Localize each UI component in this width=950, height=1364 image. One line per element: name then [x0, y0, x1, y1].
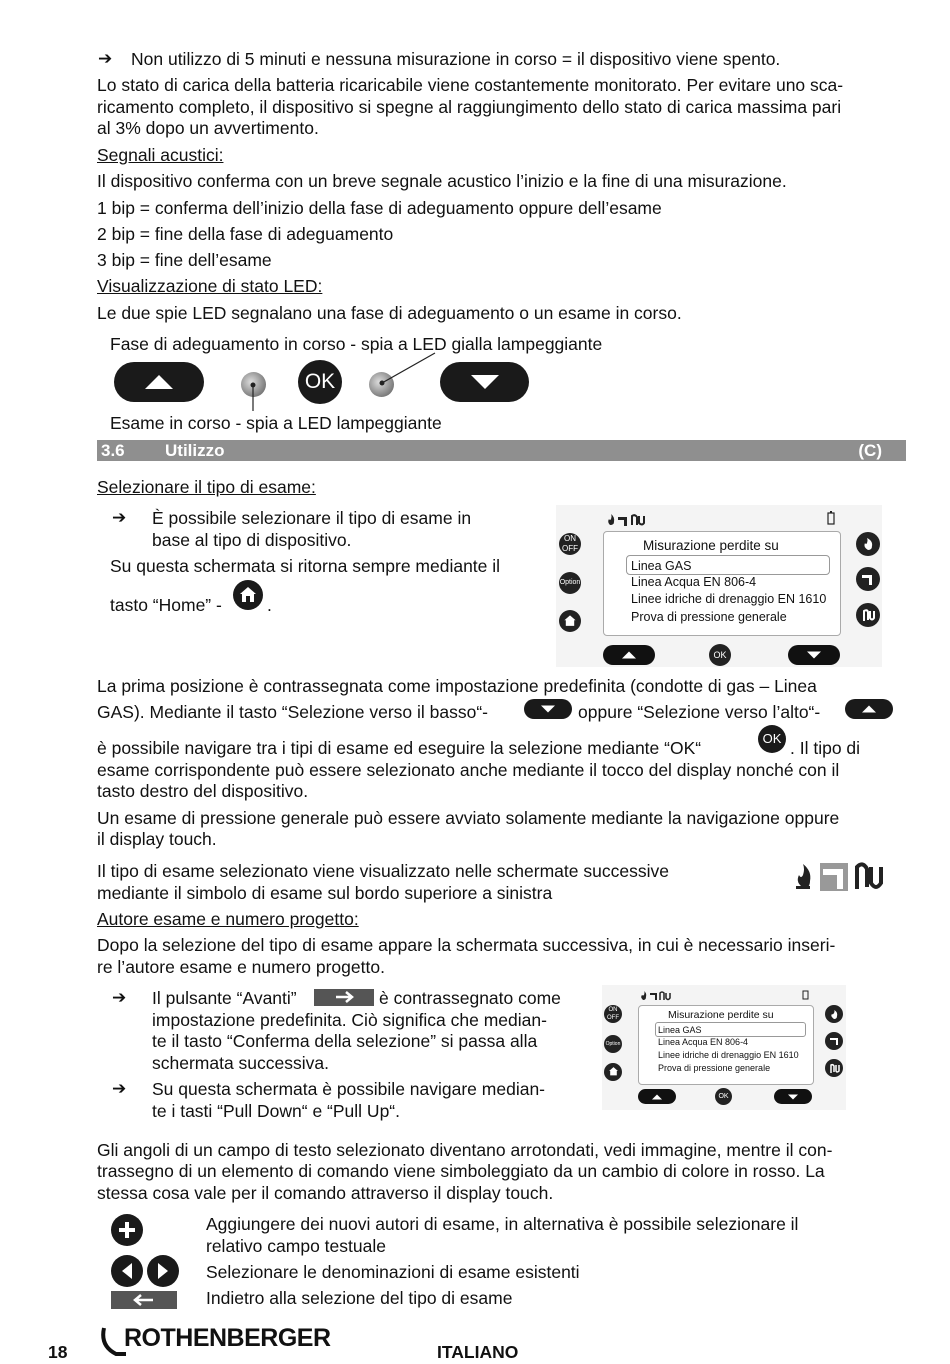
legend-text: Aggiungere dei nuovi autori di esame, in alternativa è possibile selezionare il — [206, 1214, 799, 1234]
paragraph: oppure “Selezione verso l’alto“- — [578, 702, 821, 722]
arrow-right-icon: ➔ — [112, 1079, 127, 1098]
gas-button[interactable] — [856, 532, 880, 556]
avanti-button-illustration — [314, 989, 374, 1006]
list-item[interactable]: Linea Acqua EN 806-4 — [658, 1037, 749, 1047]
paragraph: Dopo la selezione del tipo di esame appare la schermata successiva, in cui è necessario inseri- — [97, 935, 836, 955]
bullet-text: base al tipo di dispositivo. — [152, 530, 352, 550]
chevron-left-icon — [111, 1255, 143, 1287]
option-button[interactable]: Option — [604, 1035, 622, 1053]
back-button-illustration — [111, 1291, 177, 1309]
drain-button[interactable] — [825, 1059, 843, 1077]
plus-icon — [111, 1214, 143, 1246]
list-item[interactable]: Linea GAS — [658, 1025, 702, 1035]
list-item: 3 bip = fine dell’esame — [97, 250, 272, 270]
home-button[interactable] — [559, 610, 581, 632]
paragraph: Su questa schermata si ritorna sempre mediante il — [110, 556, 501, 576]
paragraph: tasto destro del dispositivo. — [97, 781, 309, 801]
led-caption: Esame in corso - spia a LED lampeggiante — [110, 413, 442, 433]
ok-icon: OK — [758, 725, 786, 753]
list-item[interactable]: Linea GAS — [631, 559, 692, 573]
arrow-left-icon — [111, 1291, 177, 1309]
arrow-up-icon — [145, 375, 173, 389]
bullet-text: te i tasti “Pull Down“ e “Pull Up“. — [152, 1101, 400, 1121]
test-type-symbol-icons — [793, 861, 885, 893]
page-number: 18 — [48, 1342, 68, 1362]
bullet-text: schermata successiva. — [152, 1053, 330, 1073]
home-icon — [233, 580, 263, 610]
down-button-illustration — [440, 362, 529, 402]
paragraph: è possibile navigare tra i tipi di esame ed eseguire la selezione mediante “OK“ — [97, 738, 702, 758]
list-item[interactable]: Prova di pressione generale — [631, 610, 787, 624]
legend-text: relativo campo testuale — [206, 1236, 386, 1256]
ok-button[interactable]: OK — [709, 644, 731, 666]
water-button[interactable] — [825, 1032, 843, 1050]
ok-button-illustration: OK — [298, 360, 342, 404]
led-caption: Fase di adeguamento in corso - spia a LED gialla lampeggiante — [110, 334, 603, 354]
paragraph: tasto “Home” - — [110, 595, 222, 615]
battery-icon — [827, 511, 835, 525]
legend-text: Selezionare le denominazioni di esame esistenti — [206, 1262, 580, 1282]
paragraph: La prima posizione è contrassegnata come impostazione predefinita (condotte di gas – Linea — [97, 676, 817, 696]
paragraph: . — [267, 595, 272, 615]
down-button[interactable] — [788, 645, 840, 665]
arrow-right-icon: ➔ — [112, 508, 127, 527]
section-header — [97, 440, 906, 461]
test-type-icons — [606, 513, 648, 527]
list-item: 2 bip = fine della fase di adeguamento — [97, 224, 394, 244]
list-item[interactable]: Linea Acqua EN 806-4 — [631, 575, 757, 589]
up-button-illustration — [845, 699, 893, 719]
screen-heading: Misurazione perdite su — [668, 1009, 774, 1021]
bullet-text: è contrassegnato come — [379, 988, 561, 1008]
legend-text: Indietro alla selezione del tipo di esame — [206, 1288, 513, 1308]
subheading: Selezionare il tipo di esame: — [97, 477, 316, 497]
bullet-text: te il tasto “Conferma della selezione” si passa alla — [152, 1031, 538, 1051]
section-tag: (C) — [858, 441, 882, 460]
arrow-down-icon — [471, 375, 499, 389]
bullet-text: impostazione predefinita. Ciò significa che median- — [152, 1010, 547, 1030]
drain-button[interactable] — [856, 603, 880, 627]
paragraph: ricamento completo, il dispositivo si spegne al raggiungimento dello stato di carica massima pari — [97, 97, 842, 117]
paragraph: GAS). Mediante il tasto “Selezione verso il basso“- — [97, 702, 488, 722]
paragraph: . Il tipo di — [790, 738, 861, 758]
up-button[interactable] — [638, 1089, 676, 1104]
arrow-right-icon — [314, 989, 374, 1006]
bullet-text: È possibile selezionare il tipo di esame in — [152, 508, 472, 528]
subheading: Autore esame e numero progetto: — [97, 909, 359, 929]
paragraph: mediante il simbolo di esame sul bordo superiore a sinistra — [97, 883, 553, 903]
arrow-right-icon: ➔ — [98, 49, 113, 68]
on-off-button[interactable]: ON OFF — [604, 1005, 622, 1023]
list-item: 1 bip = conferma dell’inizio della fase di adeguamento oppure dell’esame — [97, 198, 662, 218]
paragraph: re l’autore esame e numero progetto. — [97, 957, 385, 977]
water-button[interactable] — [856, 567, 880, 591]
paragraph: Il tipo di esame selezionato viene visualizzato nelle schermate successive — [97, 861, 669, 881]
paragraph: Le due spie LED segnalano una fase di adeguamento o un esame in corso. — [97, 303, 682, 323]
subheading: Segnali acustici: — [97, 145, 224, 165]
home-button[interactable] — [604, 1063, 622, 1081]
device-screen — [556, 505, 882, 667]
paragraph: Gli angoli di un campo di testo selezionato diventano arrotondati, vedi immagine, mentre il con- — [97, 1140, 833, 1160]
paragraph: Lo stato di carica della batteria ricaricabile viene costantemente monitorato. Per evitare uno sca- — [97, 75, 844, 95]
up-button[interactable] — [603, 645, 655, 665]
paragraph: Un esame di pressione generale può essere avviato solamente mediante la navigazione oppure — [97, 808, 840, 828]
arrow-down-icon — [541, 706, 555, 713]
on-off-button[interactable]: ON OFF — [559, 533, 581, 555]
screen-heading: Misurazione perdite su — [643, 538, 779, 553]
paragraph: esame corrispondente può essere selezionato anche mediante il tocco del display nonché con il — [97, 760, 840, 780]
bullet-text: Il pulsante “Avanti” — [152, 988, 297, 1008]
bullet-text: Su questa schermata è possibile navigare median- — [152, 1079, 545, 1099]
arrow-up-icon — [862, 706, 876, 713]
subheading: Visualizzazione di stato LED: — [97, 276, 323, 296]
list-item[interactable]: Linee idriche di drenaggio EN 1610 — [631, 592, 827, 606]
up-button-illustration — [114, 362, 204, 402]
list-item[interactable]: Prova di pressione generale — [658, 1063, 771, 1073]
option-button[interactable]: Option — [559, 572, 581, 594]
paragraph: trassegno di un elemento di comando viene simboleggiato da un cambio di colore in rosso. La — [97, 1161, 825, 1181]
paragraph: Il dispositivo conferma con un breve segnale acustico l’inizio e la fine di una misurazione. — [97, 171, 787, 191]
paragraph: il display touch. — [97, 829, 217, 849]
ok-button[interactable]: OK — [715, 1088, 732, 1105]
paragraph: stessa cosa vale per il comando attraverso il display touch. — [97, 1183, 554, 1203]
paragraph: Non utilizzo di 5 minuti e nessuna misurazione in corso = il dispositivo viene spento. — [131, 49, 781, 69]
gas-button[interactable] — [825, 1005, 843, 1023]
list-item[interactable]: Linee idriche di drenaggio EN 1610 — [658, 1050, 799, 1060]
section-number: 3.6 — [101, 441, 125, 460]
brand-logo: ROTHENBERGER — [124, 1324, 331, 1352]
paragraph: al 3% dopo un avvertimento. — [97, 118, 319, 138]
test-type-icons — [640, 990, 672, 1001]
leader-lines — [240, 345, 440, 415]
battery-icon — [802, 989, 809, 1000]
arrow-right-icon: ➔ — [112, 988, 127, 1007]
down-button-illustration — [524, 699, 572, 719]
language-label: ITALIANO — [437, 1342, 519, 1362]
chevron-right-icon — [147, 1255, 179, 1287]
section-title: Utilizzo — [165, 441, 225, 460]
down-button[interactable] — [774, 1089, 812, 1104]
device-screen-small — [602, 985, 846, 1110]
